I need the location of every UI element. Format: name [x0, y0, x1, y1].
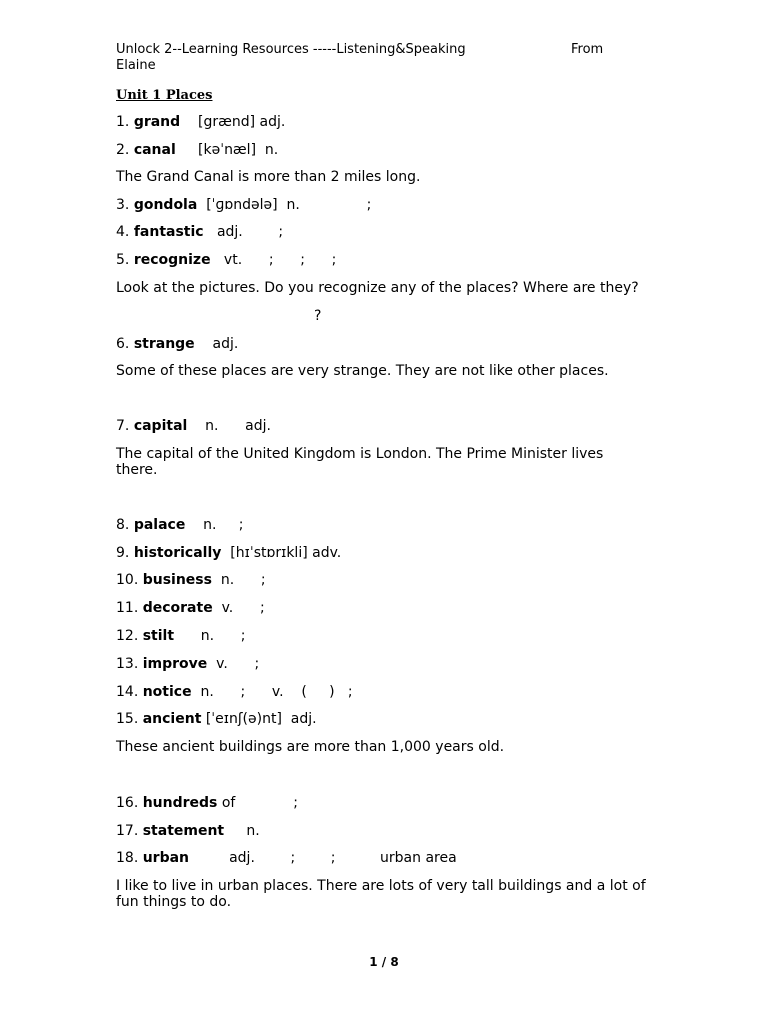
vocab-entry: 13. improve v. ;	[116, 656, 260, 672]
header-title: Unlock 2--Learning Resources -----Listening&Speaking	[116, 42, 466, 57]
vocab-entry: 8. palace n. ;	[116, 517, 244, 533]
vocab-word: canal	[133, 142, 176, 158]
vocab-entry: 10. business n. ;	[116, 572, 266, 588]
vocab-entry: 4. fantastic adj. ;	[116, 224, 284, 240]
vocab-word: improve	[142, 656, 208, 672]
example-sentence: The Grand Canal is more than 2 miles long.	[116, 169, 421, 185]
example-sentence: The capital of the United Kingdom is London. The Prime Minister lives there.	[116, 446, 604, 478]
vocab-word: fantastic	[133, 224, 204, 240]
vocab-word: hundreds	[142, 795, 218, 811]
example-sentence: Look at the pictures. Do you recognize any of the places? Where are they?	[116, 280, 639, 296]
vocab-word: notice	[142, 684, 192, 700]
vocab-word: gondola	[133, 197, 198, 213]
page-number: 1 / 8	[369, 955, 399, 969]
header-from: From	[571, 42, 604, 57]
header-author: Elaine	[116, 58, 156, 73]
vocab-entry: 7. capital n. adj.	[116, 418, 271, 434]
vocab-entry: 17. statement n.	[116, 823, 260, 839]
vocab-word: business	[142, 572, 212, 588]
example-sentence: Some of these places are very strange. They are not like other places.	[116, 363, 609, 379]
example-sentence: ?	[314, 308, 322, 324]
vocab-entry: 1. grand [grænd] adj.	[116, 114, 286, 130]
vocab-entry: 6. strange adj.	[116, 336, 239, 352]
vocab-word: historically	[133, 545, 222, 561]
vocab-word: palace	[133, 517, 186, 533]
vocab-entry: 9. historically [hɪˈstɒrɪkli] adv.	[116, 545, 342, 561]
vocab-entry: 5. recognize vt. ; ; ;	[116, 252, 337, 268]
vocab-entry: 2. canal [kəˈnæl] n.	[116, 142, 279, 158]
vocab-entry: 12. stilt n. ;	[116, 628, 246, 644]
vocab-word: recognize	[133, 252, 211, 268]
vocab-word: grand	[133, 114, 181, 130]
vocab-word: strange	[133, 336, 195, 352]
unit-title: Unit 1 Places	[116, 88, 213, 103]
document-header	[116, 42, 616, 74]
vocab-word: ancient	[142, 711, 202, 727]
example-sentence: These ancient buildings are more than 1,000 years old.	[116, 739, 505, 755]
vocab-entry: 14. notice n. ; v. ( ) ;	[116, 684, 353, 700]
vocab-entry: 16. hundreds of ;	[116, 795, 298, 811]
vocab-entry: 3. gondola [ˈɡɒndələ] n. ;	[116, 197, 372, 213]
vocab-entry: 18. urban adj. ; ; urban area	[116, 850, 457, 866]
vocab-word: decorate	[142, 600, 213, 616]
vocab-entry: 11. decorate v. ;	[116, 600, 265, 616]
vocab-entry: 15. ancient [ˈeɪnʃ(ə)nt] adj.	[116, 711, 317, 727]
vocab-word: statement	[142, 823, 225, 839]
example-sentence: I like to live in urban places. There are lots of very tall buildings and a lot of fun things to do.	[116, 878, 646, 910]
vocab-word: capital	[133, 418, 188, 434]
vocab-word: stilt	[142, 628, 175, 644]
vocab-word: urban	[142, 850, 190, 866]
